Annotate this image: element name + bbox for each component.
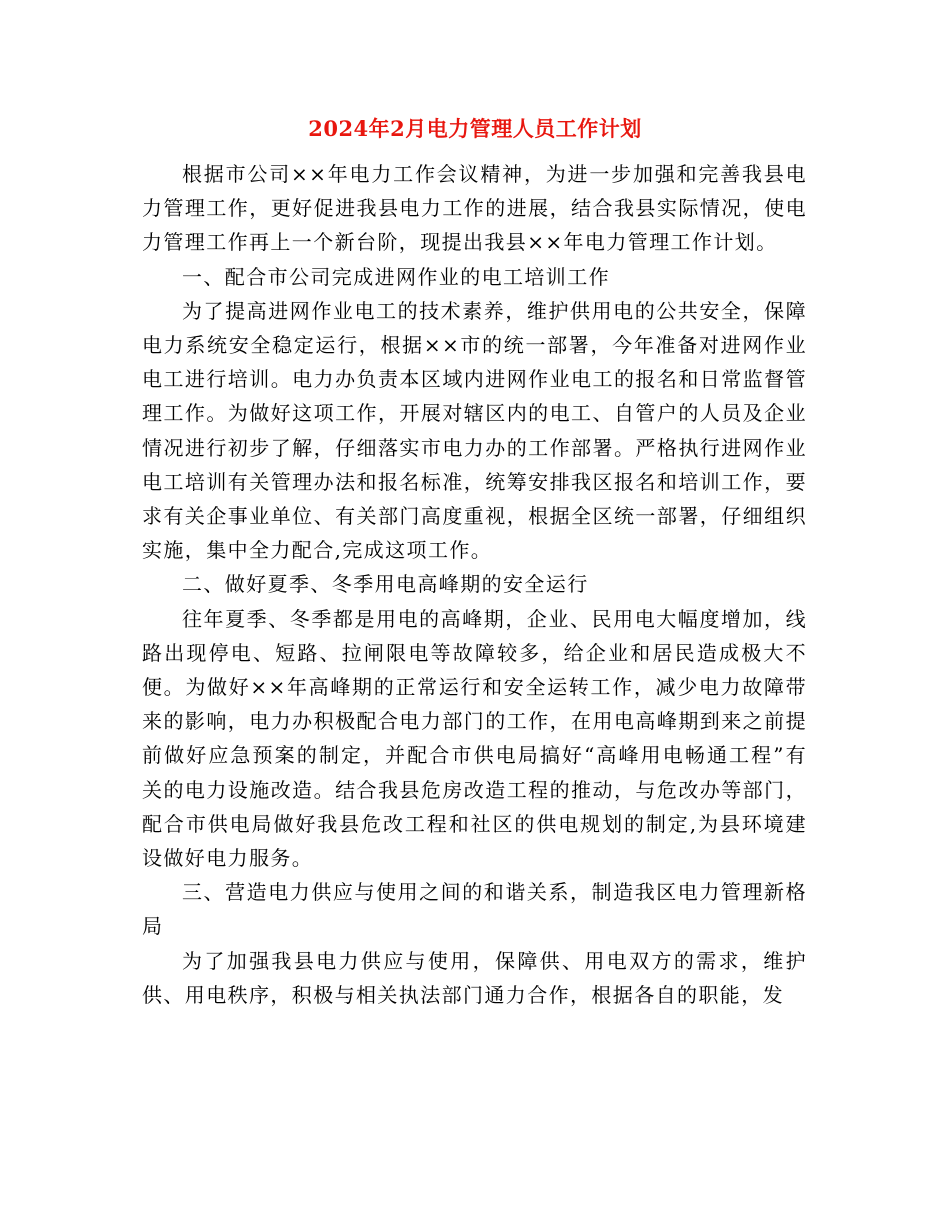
section-paragraph-3: 为了加强我县电力供应与使用，保障供、用电双方的需求，维护供、用电秩序，积极与相关执法部门通力合作，根据各自的职能，发	[142, 948, 807, 1007]
section-paragraph-1: 为了提高进网作业电工的技术素养，维护供用电的公共安全，保障电力系统安全稳定运行，根据××市的统一部署，今年准备对进网作业电工进行培训。电力办负责本区域内进网作业电工的报名和日常监督管理工作。为做好这项工作，开展对辖区内的电工、自管户的人员及企业情况进行初步了解，仔细落实市电力办的工作部署。严格执行进网作业电工培训有关管理办法和报名标准，统筹安排我区报名和培训工作，要求有关企事业单位、有关部门高度重视，根据全区统一部署，仔细组织实施，集中全力配合,完成这项工作。	[142, 298, 807, 563]
intro-paragraph: 根据市公司××年电力工作会议精神，为进一步加强和完善我县电力管理工作，更好促进我县电力工作的进展，结合我县实际情况，使电力管理工作再上一个新台阶，现提出我县××年电力管理工作计划。	[142, 162, 807, 255]
section-heading-3: 三、营造电力供应与使用之间的和谐关系，制造我区电力管理新格局	[142, 880, 807, 939]
section-heading-2: 二、做好夏季、冬季用电高峰期的安全运行	[182, 572, 589, 597]
document-body	[142, 157, 807, 1012]
section-heading-1: 一、配合市公司完成进网作业的电工培训工作	[182, 264, 610, 289]
document-title: 2024年2月电力管理人员工作计划	[308, 116, 642, 141]
section-paragraph-2: 往年夏季、冬季都是用电的高峰期，企业、民用电大幅度增加，线路出现停电、短路、拉闸限电等故障较多，给企业和居民造成极大不便。为做好××年高峰期的正常运行和安全运转工作，减少电力故障带来的影响，电力办积极配合电力部门的工作，在用电高峰期到来之前提前做好应急预案的制定，并配合市供电局搞好“高峰用电畅通工程”有关的电力设施改造。结合我县危房改造工程的推动，与危改办等部门，配合市供电局做好我县危改工程和社区的供电规划的制定,为县环境建设做好电力服务。	[142, 606, 807, 871]
